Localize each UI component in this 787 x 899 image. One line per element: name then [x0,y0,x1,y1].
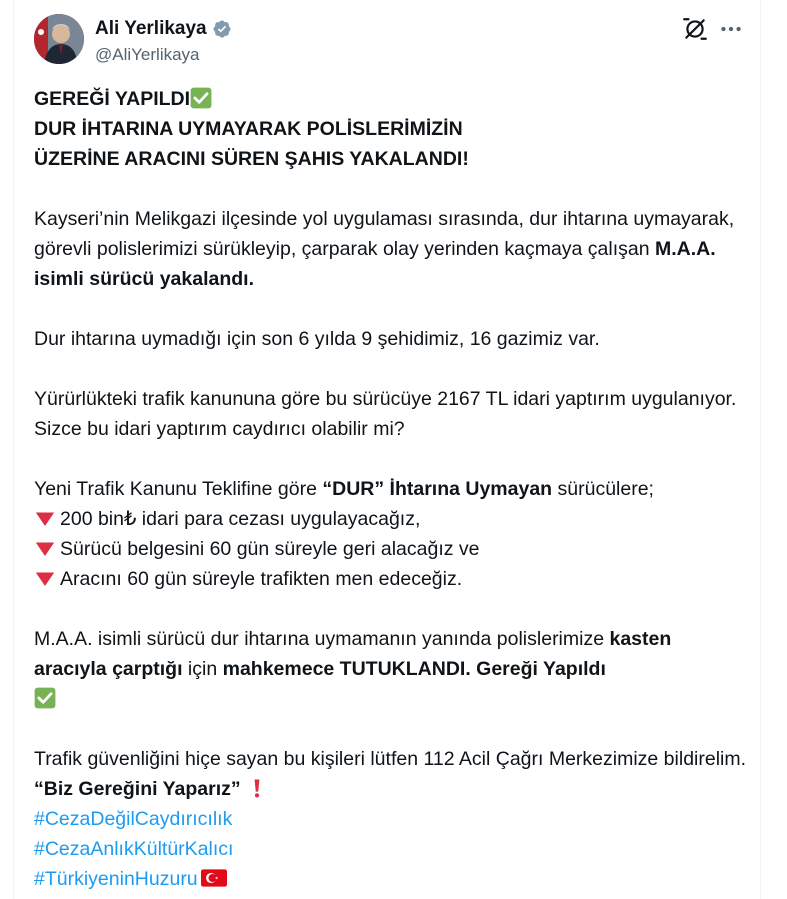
paragraph-6-bold: “Biz Gereğini Yaparız” [34,778,241,800]
headline-text-3: ÜZERİNE ARACINI SÜREN ŞAHIS YAKALANDI! [34,148,469,170]
paragraph-5-mid: için [182,658,223,680]
paragraph-2: Dur ihtarına uymadığı için son 6 yılda 9 şehidimiz, 16 gazimiz var. [34,328,600,350]
turkey-flag-emoji [201,867,227,889]
more-icon[interactable] [718,16,744,42]
bullet-item [34,504,749,534]
paragraph-6-pre: Trafik güvenliğini hiçe sayan bu kişileri lütfen 112 Acil Çağrı Merkezimize bildirelim. [34,748,747,770]
tweet-card [13,0,761,899]
paragraph-5-bold-1: kasten aracıyla çarptığı [34,628,672,680]
bullet-text-1: 200 bin₺ idari para cezası uygulayacağız, [60,508,421,530]
paragraph-4-post: sürücülere; [552,478,654,500]
bullet-text-2: Sürücü belgesini 60 gün süreyle geri alacağız ve [60,538,480,560]
check-line [34,684,749,714]
headline-line-2 [34,114,749,144]
paragraph-5-pre: M.A.A. isimli sürücü dur ihtarına uymamanın yanında polislerimize [34,628,610,650]
paragraph-1-text: Kayseri’nin Melikgazi ilçesinde yol uygulaması sırasında, dur ihtarına uymayarak, görevli polislerimizi sürükleyip, çarparak olay yerinden kaçmaya çalışan [34,208,735,260]
avatar-image [34,14,84,64]
paragraph-5 [34,624,749,684]
bullet-text-3: Aracını 60 gün süreyle trafikten men edeceğiz. [60,568,463,590]
paragraph-6 [34,744,749,804]
hashtag-line-3 [34,864,749,894]
hashtag-link-2[interactable]: #CezaAnlıkKültürKalıcı [34,838,234,860]
paragraph-1 [34,204,749,294]
headline-line-3 [34,144,749,174]
check-mark-emoji [190,87,212,109]
avatar[interactable] [34,14,84,64]
author-handle[interactable]: @AliYerlikaya [95,45,200,64]
red-triangle-down-emoji [34,537,56,559]
bullet-item [34,534,749,564]
red-triangle-down-emoji [34,507,56,529]
headline-text-1: GEREĞİ YAPILDI [34,88,191,110]
paragraph-4-pre: Yeni Trafik Kanunu Teklifine göre [34,478,323,500]
hashtag-link-3[interactable]: #TürkiyeninHuzuru [34,868,198,890]
author-display-name[interactable]: Ali Yerlikaya [95,18,207,39]
grok-icon[interactable] [682,16,708,42]
paragraph-1-bold: M.A.A. isimli sürücü yakalandı. [34,238,716,290]
paragraph-5-bold-2: mahkemece TUTUKLANDI. Gereği Yapıldı [222,658,606,680]
verified-badge-icon[interactable] [212,19,232,39]
paragraph-3: Yürürlükteki trafik kanununa göre bu sürücüye 2167 TL idari yaptırım uygulanıyor. Sizce bu idari yaptırım caydırıcı olabilir mi? [34,388,737,440]
hashtag-link-1[interactable]: #CezaDeğilCaydırıcılık [34,808,233,830]
check-mark-emoji [34,687,56,709]
headline-line-1 [34,84,749,114]
paragraph-4 [34,474,749,504]
red-exclamation-emoji [246,777,268,799]
paragraph-4-bold: “DUR” İhtarına Uymayan [322,478,553,500]
author-name-row [95,18,232,40]
tweet-header [34,14,746,70]
tweet-text [34,84,749,894]
headline-text-2: DUR İHTARINA UYMAYARAK POLİSLERİMİZİN [34,118,463,140]
red-triangle-down-emoji [34,567,56,589]
bullet-item [34,564,749,594]
